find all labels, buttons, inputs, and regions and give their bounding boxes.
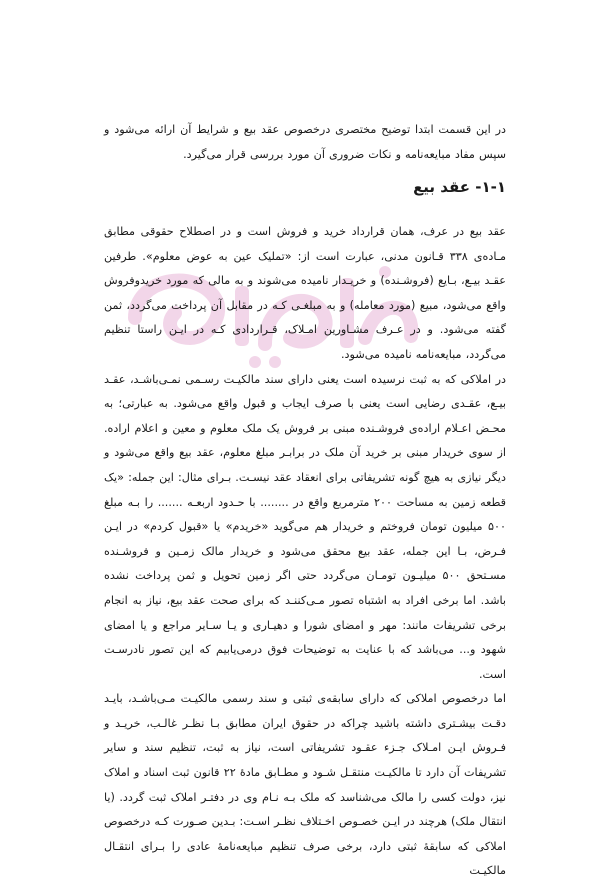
body-paragraph-3: اما درخصوص املاکی که دارای سابقه‌ی ثبتی و سند رسمی مالکیـت مـی‌باشـد، بایـد دقـت بیشـتری داشته باشید چراکه در حقوق ایران مطابق بـا نظـر غالـب، خریـد و فـروش ایـن امـلاک جـزء عقـود تشریفاتی است، نیاز به ثبت، تنظیم سند و سایر تشریفات آن دارد تا مالکیـت منتقـل شـود و مطـابق مادهٔ ۲۲ قانون ثبت اسناد و املاک نیز، دولت کسی را مالک می‌شناسد که ملک بـه نـام وی در دفتـر املاک ثبت گردد. (یا انتقال ملک) هرچند در ایـن خصـوص اخـتلاف نظـر اسـت: بـدین صـورت کـه درخصوص املاکی که سابقهٔ ثبتی دارد، برخی صرف تنظیم مبایعه‌نامهٔ عادی را بـرای انتقـال مالکیـت (104, 692, 506, 878)
section-heading: ۱-۱- عقد بیع (413, 178, 506, 196)
body-paragraph-2: در املاکی که به ثبت نرسیده است یعنی دارای سند مالکیـت رسـمی نمـی‌باشـد، عقـد بیـع، عقـدی رضایی است یعنی با صرف ایجاب و قبول واقع می‌شود. به عبارتی؛ به محـض اعـلام اراده‌ی فروشـنده مبنی بر فروش یک ملک معلوم و معین و اعلام اراده. از سوی خریدار مبنی بر خرید آن ملک در برابـر مبلغ معلوم، عقد بیع واقع می‌شود و دیگر نیازی به هیچ گونه تشریفاتی برای انعقاد عقد نیسـت. بـرای مثال: این جمله: «یک قطعه زمین به مساحت ۲۰۰ مترمربع واقع در ........ با حـدود اربعـه ....... را بـه مبلغ ۵۰۰ میلیون تومان فروختم و خریدار هم می‌گوید «خریدم» یا «قبول کردم» در ایـن فـرض، بـا این جمله، عقد بیع محقق می‌شود و خریدار مالک زمـین و فروشـنده مسـتحق ۵۰۰ میلیـون تومـان می‌گردد حتی اگر زمین تحویل و ثمن پرداخت نشده باشد. اما برخی افراد به اشتباه تصور مـی‌کننـد که برای صحت عقد بیع، نیاز به انجام برخی تشریفات مانند: مهر و امضای شورا و دهیـاری و یـا سـایر مراجع و یا امضای شهود و... می‌باشد که با عنایت به توضیحات فوق درمی‌یابیم که این تصور نادرسـت است. (104, 372, 506, 681)
section-body (104, 220, 506, 884)
body-paragraph-1: عقد بیع در عرف، همان قرارداد خرید و فروش است و در اصطلاح حقوقی مطابق مـاده‌ی ۳۳۸ قـانون مدنی، عبارت است از: «تملیک عین به عوض معلوم». طرفین عقـد بیـع، بـایع (فروشـنده) و خریـدار نامیده می‌شوند و به مالی که مورد خریدوفروش واقع می‌شود، مبیع (مورد معامله) و به مبلغـی کـه در مقابل آن پرداخت می‌گردد، ثمن گفته می‌شود. و در عـرف مشـاورین امـلاک، قـراردادی کـه در ایـن راستا تنظیم می‌گردد، مبایعه‌نامه نامیده می‌شود. (104, 225, 506, 361)
intro-paragraph (104, 118, 506, 167)
intro-text: در این قسمت ابتدا توضیح مختصری درخصوص عقد بیع و شرایط آن ارائه می‌شود و سپس مفاد مبایعه‌نامه و نکات ضروری آن مورد بررسی قرار می‌گیرد. (104, 123, 506, 161)
